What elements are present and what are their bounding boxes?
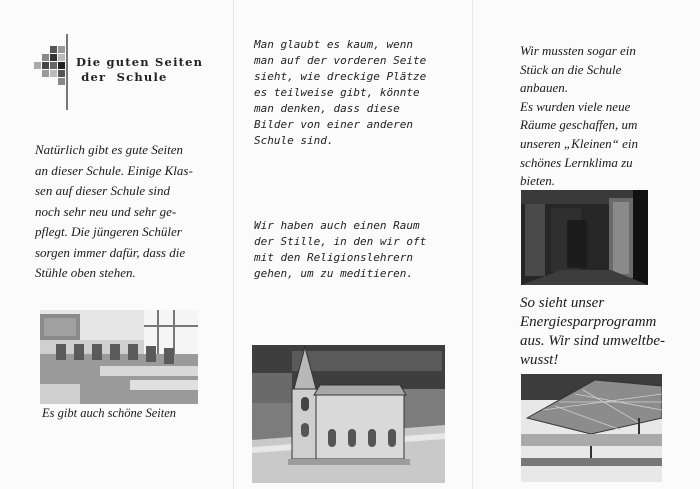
- text-line: gehen, um zu meditieren.: [254, 267, 413, 280]
- text-line: sorgen immer dafür, dass die: [35, 244, 186, 260]
- text-line: Stühle oben stehen.: [35, 265, 136, 280]
- text-line: Bilder von einer anderen: [254, 118, 413, 131]
- church-model-photo: [252, 345, 445, 483]
- text-line: an dieser Schule. Einige Klas-: [35, 162, 193, 178]
- text-line: So sieht unser: [520, 295, 605, 311]
- solar-panel-photo: [521, 374, 662, 482]
- text-line: der Stille, in den wir oft: [254, 235, 427, 248]
- text-line: man auf der vorderen Seite: [254, 54, 427, 67]
- text-line: Man glaubt es kaum, wenn: [254, 38, 413, 51]
- text-line: anbauen.: [520, 80, 569, 96]
- text-line: es teilweise gibt, könnte: [254, 86, 420, 99]
- text-line: aus. Wir sind umweltbe-: [520, 333, 665, 349]
- text-line: pflegt. Die jüngeren Schüler: [35, 224, 182, 239]
- quiet-room-paragraph: [254, 218, 474, 282]
- panel-left: [0, 0, 233, 489]
- text-line: wusst!: [520, 352, 559, 368]
- text-line: man denken, dass diese: [254, 102, 400, 115]
- extension-paragraph: [520, 42, 638, 191]
- text-line: Es wurden viele neue: [520, 98, 631, 114]
- text-line: sieht, wie dreckige Plätze: [254, 70, 427, 83]
- hallway-photo: [521, 190, 648, 285]
- text-line: unseren „Kleinen“ ein: [520, 135, 638, 151]
- panel-middle: [234, 0, 472, 489]
- text-line: sen auf dieser Schule sind: [35, 183, 171, 198]
- classroom-photo: [40, 310, 198, 404]
- intro-paragraph: [35, 140, 210, 284]
- text-line: Energiesparprogramm: [520, 314, 657, 330]
- school-logo-icon: [34, 46, 68, 86]
- text-line: Natürlich gibt es gute Seiten: [35, 142, 184, 157]
- panel-right: [473, 0, 700, 489]
- text-line: Stück an die Schule: [520, 61, 622, 77]
- text-line: Wir haben auch einen Raum: [254, 219, 420, 232]
- photo-caption: Es gibt auch schöne Seiten: [42, 406, 176, 420]
- text-line: Wir mussten sogar ein: [520, 43, 636, 58]
- text-line: Räume geschaffen, um: [520, 117, 638, 133]
- text-line: mit den Religionslehrern: [254, 251, 413, 264]
- page-heading: Die guten Seiten der Schule: [76, 55, 204, 84]
- text-line: bieten.: [520, 173, 556, 189]
- logo-divider: [66, 34, 68, 110]
- text-line: Schule sind.: [254, 134, 334, 147]
- energy-paragraph: [520, 294, 665, 370]
- dirty-places-paragraph: [254, 37, 474, 149]
- text-line: noch sehr neu und sehr ge-: [35, 203, 177, 219]
- text-line: schönes Lernklima zu: [520, 154, 633, 170]
